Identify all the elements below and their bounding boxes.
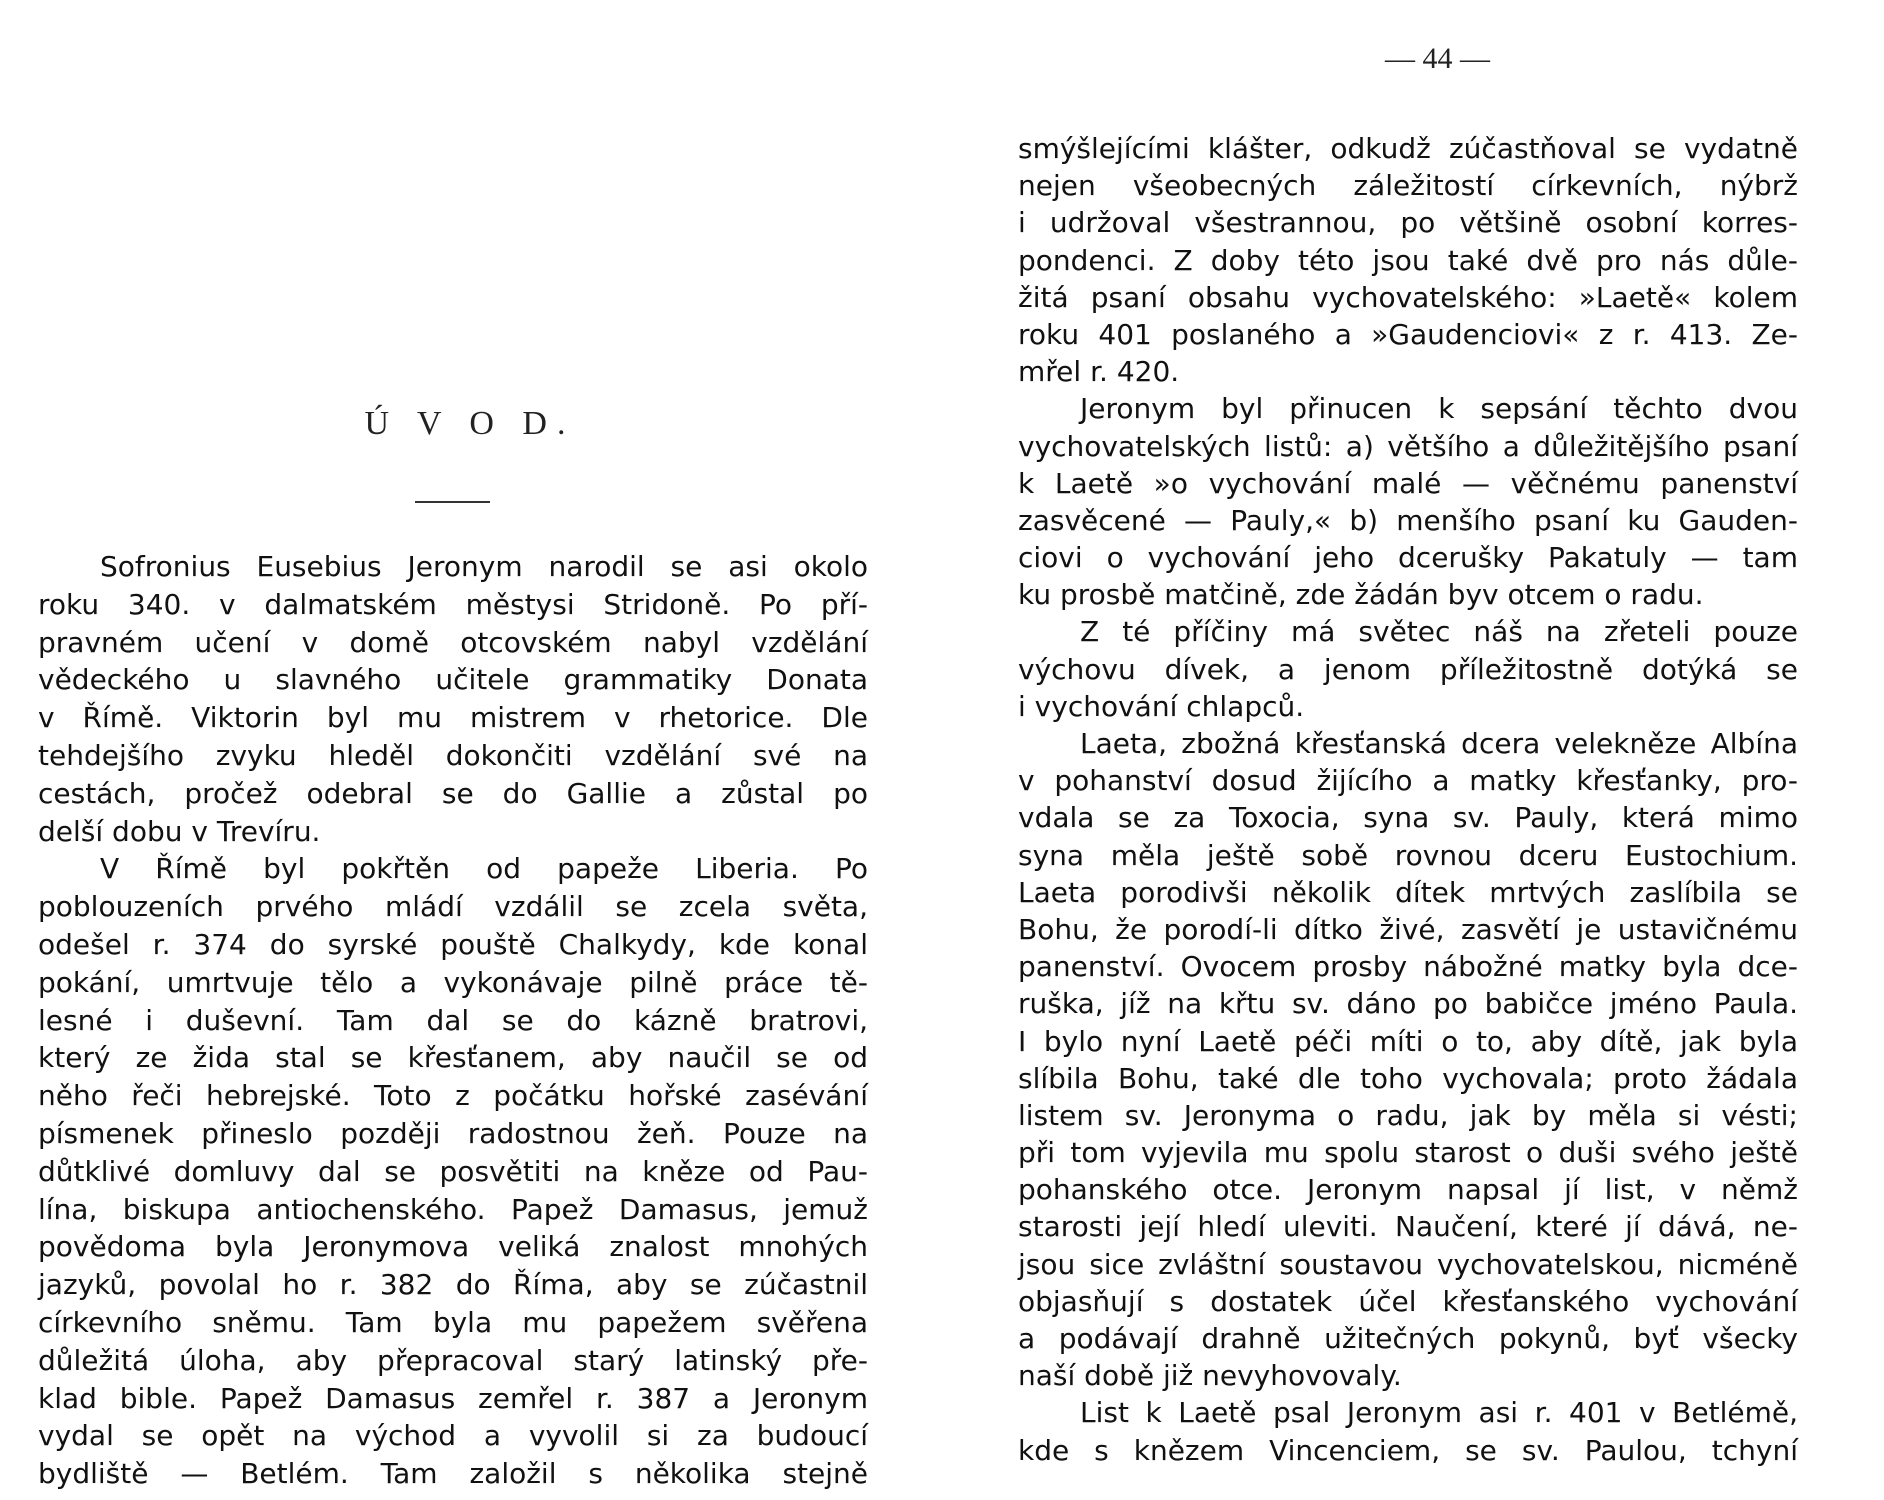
text-line: cestách, pročež odebral se do Gallie a zůstal po [38, 776, 868, 810]
text-line: delší dobu v Trevíru. [38, 814, 321, 848]
text-line: kde s knězem Vincenciem, se sv. Paulou, tchyní [1018, 1433, 1798, 1467]
text-line: Laeta porodivši několik dítek mrtvých zaslíbila se [1018, 875, 1798, 909]
text-line: List k Laetě psal Jeronym asi r. 401 v Betlémě, [1080, 1396, 1798, 1430]
text-line: smýšlejícími klášter, odkudž zúčastňoval se vydatně [1018, 132, 1798, 165]
text-line: Sofronius Eusebius Jeronym narodil se asi okolo [100, 550, 868, 583]
text-line: starosti její hledí uleviti. Naučení, které jí dává, ne- [1018, 1210, 1798, 1244]
text-line: povědoma byla Jeronymova veliká znalost mnohých [38, 1230, 868, 1264]
text-line: jazyků, povolal ho r. 382 do Říma, aby se zúčastnil [38, 1268, 868, 1302]
text-line: zasvěcené — Pauly,« b) menšího psaní ku Gauden- [1018, 503, 1798, 537]
text-line: roku 401 poslaného a »Gaudenciovi« z r. 413. Ze- [1018, 317, 1798, 351]
text-line: bydliště — Betlém. Tam založil s několika stejně [38, 1457, 868, 1491]
text-line: k Laetě »o vychování malé — věčnému panenství [1018, 466, 1798, 500]
text-line: i vychování chlapců. [1018, 689, 1305, 723]
text-line: důležitá úloha, aby přepracoval starý latinský pře- [38, 1343, 868, 1377]
text-line: naší době již nevyhovovaly. [1018, 1359, 1402, 1393]
right-page [940, 0, 1884, 1500]
text-line: písmenek přineslo později radostnou žeň. Pouze na [38, 1116, 868, 1150]
text-line: Jeronym byl přinucen k sepsání těchto dvou [1080, 392, 1798, 426]
text-line: poblouzeních prvého mládí vzdálil se zcela světa, [38, 890, 868, 924]
text-line: V Římě byl pokřtěn od papeže Liberia. Po [100, 852, 868, 886]
text-line: I bylo nyní Laetě péči míti o to, aby dítě, jak byla [1018, 1024, 1798, 1058]
text-line: tehdejšího zvyku hleděl dokončiti vzdělání své na [38, 738, 868, 772]
text-line: výchovu dívek, a jenom příležitostně dotýká se [1018, 652, 1798, 686]
text-line: vychovatelských listů: a) většího a důležitějšího psaní [1018, 429, 1798, 463]
text-line: lesné i duševní. Tam dal se do kázně bratrovi, [38, 1003, 868, 1037]
text-line: nejen všeobecných záležitostí církevních, nýbrž [1018, 169, 1798, 203]
text-line: žitá psaní obsahu vychovatelského: »Laetě« kolem [1018, 280, 1798, 314]
text-line: církevního sněmu. Tam byla mu papežem svěřena [38, 1305, 868, 1339]
text-line: odešel r. 374 do syrské pouště Chalkydy, kde konal [38, 927, 868, 961]
text-line: v pohanství dosud žijícího a matky křesťanky, pro- [1018, 764, 1798, 798]
text-line: mřel r. 420. [1018, 355, 1180, 389]
text-line: ku prosbě matčině, zde žádán byv otcem o radu. [1018, 578, 1704, 612]
text-line: vdala se za Toxocia, syna sv. Pauly, která mimo [1018, 801, 1798, 835]
text-line: v Římě. Viktorin byl mu mistrem v rhetorice. Dle [38, 701, 868, 735]
text-line: objasňují s dostatek účel křesťanského vychování [1018, 1284, 1798, 1318]
text-line: při tom vyjevila mu spolu starost o duši svého ještě [1018, 1136, 1798, 1170]
text-line: pravném učení v domě otcovském nabyl vzdělání [38, 625, 868, 659]
text-line: listem sv. Jeronyma o radu, jak by měla si vésti; [1018, 1098, 1798, 1132]
chapter-title: Ú V O D. [364, 405, 576, 442]
right-page-text [1018, 130, 1798, 1469]
left-page-text [38, 548, 868, 1493]
text-line: pohanského otce. Jeronym napsal jí list, v němž [1018, 1173, 1798, 1207]
text-line: a podávají drahně užitečných pokynů, byť všecky [1018, 1322, 1798, 1355]
text-line: důtklivé domluvy dal se posvětiti na kněze od Pau- [38, 1154, 868, 1188]
text-line: jsou sice zvláštní soustavou vychovatelskou, nicméně [1018, 1247, 1798, 1281]
text-line: lína, biskupa antiochenského. Papež Damasus, jemuž [38, 1192, 868, 1226]
text-line: ruška, jíž na křtu sv. dáno po babičce jméno Paula. [1018, 987, 1798, 1021]
text-line: pondenci. Z doby této jsou také dvě pro nás důle- [1018, 243, 1798, 277]
title-divider [415, 501, 490, 503]
text-line: panenství. Ovocem prosby nábožné matky byla dce- [1018, 950, 1798, 984]
text-line: slíbila Bohu, také dle toho vychovala; proto žádala [1018, 1061, 1798, 1095]
text-line: Z té příčiny má světec náš na zřeteli pouze [1080, 615, 1798, 649]
text-line: vědeckého u slavného učitele grammatiky Donata [38, 663, 868, 697]
text-line: Bohu, že porodí-li dítko živé, zasvětí je ustavičnému [1018, 912, 1798, 946]
text-line: i udržoval všestrannou, po většině osobní korres- [1018, 206, 1798, 240]
text-line: který ze žida stal se křesťanem, aby naučil se od [38, 1041, 868, 1075]
text-line: vydal se opět na východ a vyvolil si za budoucí [38, 1419, 868, 1453]
text-line: roku 340. v dalmatském městysi Stridoně. Po pří- [38, 587, 868, 621]
left-page [0, 0, 940, 1500]
text-line: něho řeči hebrejské. Toto z počátku hořské zasévání [38, 1079, 868, 1113]
text-line: pokání, umrtvuje tělo a vykonávaje pilně práce tě- [38, 965, 868, 999]
page-number: — 44 — [1385, 42, 1490, 75]
text-line: syna měla ještě sobě rovnou dceru Eustochium. [1018, 838, 1798, 872]
text-line: Laeta, zbožná křesťanská dcera velekněze Albína [1080, 727, 1798, 760]
text-line: klad bible. Papež Damasus zemřel r. 387 a Jeronym [38, 1381, 868, 1415]
text-line: ciovi o vychování jeho dcerušky Pakatuly — tam [1018, 541, 1798, 575]
